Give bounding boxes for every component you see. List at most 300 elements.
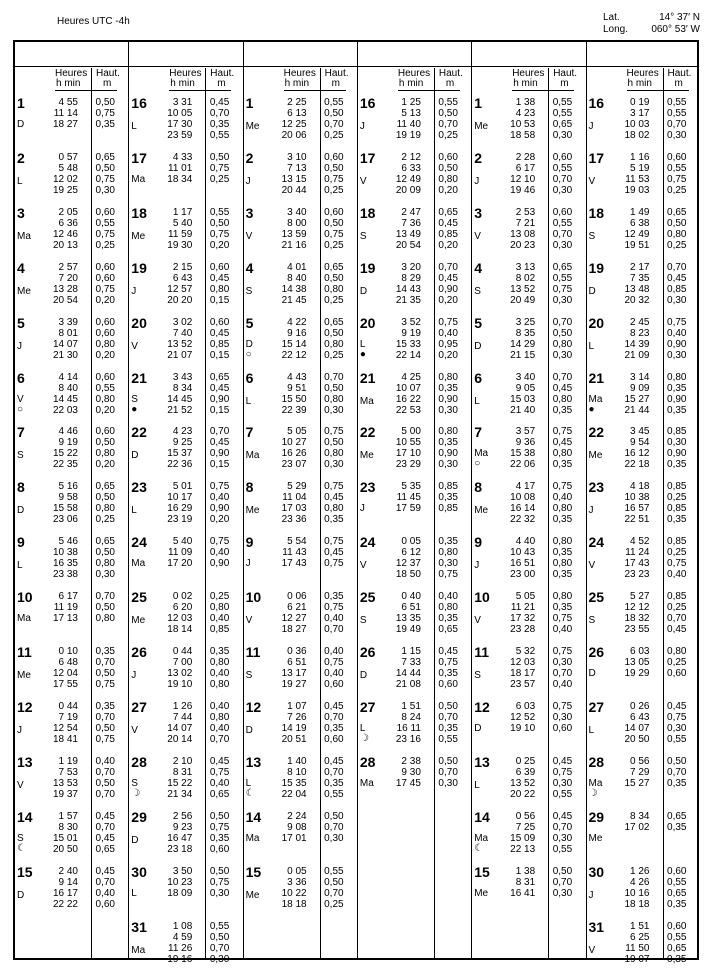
- tide-time: 20 13: [38, 240, 78, 251]
- tide-height: 0,60: [436, 152, 458, 163]
- tide-height: 0,75: [322, 426, 344, 437]
- weekday-label: L: [589, 341, 595, 352]
- tide-height: 0,70: [550, 229, 572, 240]
- weekday-label: D: [131, 450, 138, 461]
- column-header-underline: [512, 90, 574, 91]
- tide-height: 0,55: [322, 866, 344, 877]
- tide-height: 0,80: [665, 372, 687, 383]
- tide-time: 13 49: [381, 229, 421, 240]
- tide-time: 7 26: [267, 712, 307, 723]
- tide-height: 0,35: [665, 405, 687, 416]
- tide-time: 11 59: [152, 229, 192, 240]
- tide-height: 0,30: [93, 569, 115, 580]
- day-number: 25: [131, 589, 147, 605]
- tide-time: 8 40: [267, 273, 307, 284]
- tide-time: 7 36: [381, 218, 421, 229]
- tide-time: 10 27: [267, 437, 307, 448]
- tide-height: 0,80: [550, 339, 572, 350]
- weekday-label: D: [131, 835, 138, 846]
- tide-height: 0,75: [93, 679, 115, 690]
- tide-height: 0,35: [207, 119, 229, 130]
- tide-height: 0,70: [322, 372, 344, 383]
- tide-time: 8 00: [267, 218, 307, 229]
- tide-height: 0,35: [207, 833, 229, 844]
- tide-time: 19 29: [610, 668, 650, 679]
- tide-time: 11 43: [267, 547, 307, 558]
- tide-height: 0,75: [207, 481, 229, 492]
- day-number: 25: [360, 589, 376, 605]
- day-number: 20: [131, 315, 147, 331]
- tide-time: 12 57: [152, 284, 192, 295]
- moon-phase-icon: ○: [17, 405, 23, 415]
- tide-time: 3 57: [495, 426, 535, 437]
- tide-time: 6 48: [38, 657, 78, 668]
- tide-height: 0,30: [436, 778, 458, 789]
- tide-time: 3 25: [495, 317, 535, 328]
- tide-height: 0,55: [665, 877, 687, 888]
- tide-height: 0,70: [93, 877, 115, 888]
- hmin-header: h min: [285, 78, 309, 89]
- day-entry: [360, 424, 472, 479]
- tide-time: 21 15: [495, 350, 535, 361]
- tide-time: 17 43: [267, 558, 307, 569]
- day-number: 30: [589, 864, 605, 880]
- tide-time: 23 38: [38, 569, 78, 580]
- day-entry: [131, 754, 243, 809]
- tide-time: 13 02: [152, 668, 192, 679]
- tide-height: 0,75: [93, 284, 115, 295]
- day-number: 30: [131, 864, 147, 880]
- tide-height: 0,75: [550, 646, 572, 657]
- weekday-label: Me: [246, 505, 260, 516]
- weekday-label: Me: [131, 231, 145, 242]
- haut-header: Haut.: [668, 68, 692, 79]
- tide-time: 17 03: [267, 503, 307, 514]
- tide-time: 19 37: [38, 789, 78, 800]
- weekday-label: V: [589, 176, 596, 187]
- half-month-column: [360, 68, 470, 958]
- weekday-label: J: [360, 503, 365, 514]
- weekday-label: L: [246, 778, 252, 789]
- tide-time: 3 02: [152, 317, 192, 328]
- weekday-label: L: [131, 505, 137, 516]
- weekday-label: Me: [17, 670, 31, 681]
- tide-height: 0,20: [436, 350, 458, 361]
- tide-time: 2 10: [152, 756, 192, 767]
- hmin-header: h min: [628, 78, 652, 89]
- day-entry: [589, 754, 701, 809]
- tide-height: 0,35: [436, 536, 458, 547]
- day-entry: [246, 370, 358, 425]
- moon-phase-icon: ☽: [131, 789, 140, 799]
- tide-time: 23 07: [267, 459, 307, 470]
- tide-time: 5 13: [381, 108, 421, 119]
- tide-height: 0,35: [93, 701, 115, 712]
- tide-time: 12 52: [495, 712, 535, 723]
- day-entry: [360, 315, 472, 370]
- tide-height: 0,55: [550, 844, 572, 855]
- tide-height: 0,70: [322, 822, 344, 833]
- tide-time: 21 45: [267, 295, 307, 306]
- tide-time: 23 28: [495, 624, 535, 635]
- weekday-label: Ma: [131, 558, 145, 569]
- weekday-label: V: [131, 341, 138, 352]
- tide-time: 23 06: [38, 514, 78, 525]
- tide-height: 0,75: [436, 569, 458, 580]
- page-title: Heures UTC -4h: [57, 16, 130, 27]
- haut-header: Haut.: [325, 68, 349, 79]
- tide-time: 0 10: [38, 646, 78, 657]
- tide-height: 0,85: [665, 426, 687, 437]
- weekday-label: S: [131, 394, 138, 405]
- day-entry: [474, 754, 586, 809]
- tide-time: 20 22: [495, 789, 535, 800]
- tide-time: 4 14: [38, 372, 78, 383]
- tide-time: 1 51: [610, 921, 650, 932]
- day-number: 21: [360, 370, 376, 386]
- tide-height: 0,15: [207, 405, 229, 416]
- tide-time: 6 25: [610, 932, 650, 943]
- tide-height: 0,40: [322, 613, 344, 624]
- tide-time: 6 51: [267, 657, 307, 668]
- weekday-label: L: [131, 888, 137, 899]
- tide-time: 8 02: [495, 273, 535, 284]
- weekday-label: D: [589, 668, 596, 679]
- tide-height: 0,80: [322, 394, 344, 405]
- tide-height: 0,55: [550, 273, 572, 284]
- weekday-label: V: [246, 615, 253, 626]
- tide-height: 0,65: [322, 317, 344, 328]
- tide-time: 19 30: [152, 240, 192, 251]
- tide-height: 0,70: [93, 712, 115, 723]
- tide-height: 0,70: [550, 668, 572, 679]
- tide-height: 0,60: [665, 866, 687, 877]
- tide-height: 0,40: [93, 756, 115, 767]
- tide-time: 14 43: [381, 284, 421, 295]
- tide-time: 10 07: [381, 383, 421, 394]
- tide-time: 8 24: [381, 712, 421, 723]
- day-entry: [360, 370, 472, 425]
- tide-time: 16 29: [152, 503, 192, 514]
- tide-height: 0,25: [665, 657, 687, 668]
- tide-time: 12 49: [610, 229, 650, 240]
- day-number: 12: [246, 699, 262, 715]
- half-month-column: [589, 68, 699, 958]
- day-entry: [246, 644, 358, 699]
- tide-height: 0,25: [93, 514, 115, 525]
- day-entry: [246, 699, 358, 754]
- tide-height: 0,35: [322, 514, 344, 525]
- tide-height: 0,30: [665, 130, 687, 141]
- tide-height: 0,40: [665, 569, 687, 580]
- tide-height: 0,60: [93, 207, 115, 218]
- tide-height: 0,35: [665, 822, 687, 833]
- day-entry: [246, 260, 358, 315]
- tide-time: 6 43: [610, 712, 650, 723]
- day-entry: [589, 864, 701, 919]
- tide-time: 18 18: [267, 899, 307, 910]
- weekday-label: J: [17, 341, 22, 352]
- tide-time: 2 28: [495, 152, 535, 163]
- tide-time: 17 45: [381, 778, 421, 789]
- tide-height: 0,25: [207, 591, 229, 602]
- tide-height: 0,60: [550, 152, 572, 163]
- tide-time: 5 00: [381, 426, 421, 437]
- tide-time: 18 17: [495, 668, 535, 679]
- tide-time: 12 12: [610, 602, 650, 613]
- tide-height: 0,55: [550, 789, 572, 800]
- day-entry: [474, 424, 586, 479]
- tide-time: 13 52: [495, 284, 535, 295]
- tide-time: 5 40: [152, 536, 192, 547]
- tide-time: 2 56: [152, 811, 192, 822]
- tide-time: 19 19: [381, 130, 421, 141]
- tide-time: 1 16: [610, 152, 650, 163]
- weekday-label: J: [131, 670, 136, 681]
- weekday-label: S: [246, 286, 253, 297]
- tide-time: 17 59: [381, 503, 421, 514]
- tide-height: 0,80: [207, 712, 229, 723]
- weekday-label: V: [360, 560, 367, 571]
- tide-height: 0,90: [665, 339, 687, 350]
- moon-phase-icon: ☽: [360, 734, 369, 744]
- tide-time: 0 56: [610, 756, 650, 767]
- tide-height: 0,15: [207, 459, 229, 470]
- day-entry: [474, 260, 586, 315]
- tide-time: 0 44: [152, 646, 192, 657]
- tide-time: 12 10: [495, 174, 535, 185]
- tide-height: 0,85: [665, 284, 687, 295]
- moon-phase-icon: ☽: [589, 789, 598, 799]
- haut-header: Haut.: [96, 68, 120, 79]
- tide-height: 0,75: [93, 229, 115, 240]
- tide-time: 0 57: [38, 152, 78, 163]
- tide-time: 23 19: [152, 514, 192, 525]
- day-number: 12: [474, 699, 490, 715]
- tide-time: 4 55: [38, 97, 78, 108]
- day-entry: [131, 95, 243, 150]
- day-number: 16: [131, 95, 147, 111]
- weekday-label: D: [474, 341, 481, 352]
- tide-height: 0,85: [665, 536, 687, 547]
- day-number: 28: [360, 754, 376, 770]
- day-entry: [131, 864, 243, 919]
- tide-time: 9 23: [152, 822, 192, 833]
- tide-time: 6 20: [152, 602, 192, 613]
- tide-height: 0,35: [665, 514, 687, 525]
- tide-height: 0,55: [436, 734, 458, 745]
- tide-height: 0,55: [550, 108, 572, 119]
- day-entry: [17, 260, 129, 315]
- tide-height: 0,75: [93, 174, 115, 185]
- tide-height: 0,55: [550, 163, 572, 174]
- weekday-label: Me: [17, 286, 31, 297]
- longitude-label: Long.: [603, 24, 628, 35]
- tide-height: 0,35: [436, 437, 458, 448]
- day-entry: [17, 589, 129, 644]
- tide-time: 14 07: [610, 723, 650, 734]
- tide-time: 0 06: [267, 591, 307, 602]
- tide-height: 0,35: [665, 383, 687, 394]
- tide-time: 15 01: [38, 833, 78, 844]
- tide-height: 0,50: [322, 437, 344, 448]
- tide-height: 0,65: [550, 262, 572, 273]
- tide-time: 22 03: [38, 405, 78, 416]
- tide-height: 0,40: [207, 492, 229, 503]
- tide-height: 0,80: [207, 284, 229, 295]
- day-number: 18: [131, 205, 147, 221]
- tide-time: 19 16: [152, 954, 192, 965]
- day-entry: [360, 754, 472, 809]
- tide-time: 10 17: [152, 492, 192, 503]
- day-entry: [246, 95, 358, 150]
- tide-time: 16 14: [495, 503, 535, 514]
- tide-time: 6 38: [610, 218, 650, 229]
- tide-height: 0,40: [665, 328, 687, 339]
- tide-height: 0,80: [550, 591, 572, 602]
- tide-time: 2 38: [381, 756, 421, 767]
- tide-time: 17 10: [381, 448, 421, 459]
- tide-time: 14 44: [381, 668, 421, 679]
- tide-height: 0,40: [207, 613, 229, 624]
- tide-height: 0,20: [207, 240, 229, 251]
- day-entry: [360, 260, 472, 315]
- tide-time: 17 55: [38, 679, 78, 690]
- tide-height: 0,70: [665, 262, 687, 273]
- day-number: 1: [17, 95, 25, 111]
- tide-height: 0,55: [322, 97, 344, 108]
- day-entry: [246, 315, 358, 370]
- tide-time: 23 23: [610, 569, 650, 580]
- tide-time: 10 16: [610, 888, 650, 899]
- tide-height: 0,50: [93, 602, 115, 613]
- day-entry: [131, 150, 243, 205]
- weekday-label: Me: [246, 890, 260, 901]
- half-month-column: [131, 68, 241, 958]
- hmin-header: h min: [513, 78, 537, 89]
- day-entry: [360, 699, 472, 754]
- tide-time: 13 08: [495, 229, 535, 240]
- tide-time: 14 19: [267, 723, 307, 734]
- day-entry: [131, 919, 243, 973]
- day-entry: [17, 479, 129, 534]
- tide-time: 20 54: [381, 240, 421, 251]
- tide-height: 0,50: [322, 218, 344, 229]
- tide-height: 0,80: [93, 613, 115, 624]
- tide-height: 0,75: [550, 613, 572, 624]
- tide-time: 19 49: [381, 624, 421, 635]
- day-number: 9: [246, 534, 254, 550]
- day-entry: [474, 150, 586, 205]
- tide-height: 0,30: [322, 405, 344, 416]
- tide-time: 1 26: [610, 866, 650, 877]
- tide-height: 0,50: [93, 547, 115, 558]
- tide-height: 0,75: [207, 767, 229, 778]
- weekday-label: Me: [131, 615, 145, 626]
- tide-height: 0,75: [550, 481, 572, 492]
- tide-height: 0,50: [93, 97, 115, 108]
- moon-phase-icon: ●: [589, 405, 595, 415]
- day-number: 11: [17, 644, 32, 660]
- tide-time: 21 40: [495, 405, 535, 416]
- tide-height: 0,80: [322, 284, 344, 295]
- tide-height: 0,60: [207, 317, 229, 328]
- tide-height: 0,35: [550, 569, 572, 580]
- tide-height: 0,75: [93, 734, 115, 745]
- tide-height: 0,80: [436, 602, 458, 613]
- tide-height: 0,80: [436, 372, 458, 383]
- weekday-label: L: [17, 176, 23, 187]
- tide-height: 0,70: [93, 657, 115, 668]
- tide-height: 0,80: [550, 558, 572, 569]
- tide-time: 20 50: [38, 844, 78, 855]
- tide-height: 0,70: [550, 174, 572, 185]
- tide-height: 0,20: [436, 295, 458, 306]
- weekday-label: J: [474, 176, 479, 187]
- tide-height: 0,30: [665, 295, 687, 306]
- tide-time: 23 29: [381, 459, 421, 470]
- day-number: 11: [246, 644, 261, 660]
- tide-time: 15 22: [152, 778, 192, 789]
- day-entry: [474, 699, 586, 754]
- tide-time: 7 00: [152, 657, 192, 668]
- day-entry: [246, 809, 358, 864]
- tide-time: 18 09: [152, 888, 192, 899]
- day-entry: [474, 534, 586, 589]
- tide-time: 2 40: [38, 866, 78, 877]
- tide-height: 0,35: [550, 602, 572, 613]
- tide-height: 0,75: [207, 229, 229, 240]
- half-month-column: [246, 68, 356, 958]
- tide-time: 2 05: [38, 207, 78, 218]
- tide-time: 6 03: [610, 646, 650, 657]
- tide-time: 14 45: [38, 394, 78, 405]
- weekday-label: V: [589, 945, 596, 956]
- latitude-label: Lat.: [603, 12, 620, 23]
- tide-height: 0,50: [93, 778, 115, 789]
- tide-height: 0,15: [207, 295, 229, 306]
- tide-time: 8 10: [267, 767, 307, 778]
- weekday-label: D: [17, 505, 24, 516]
- tide-height: 0,65: [665, 207, 687, 218]
- tide-height: 0,60: [322, 734, 344, 745]
- day-number: 4: [17, 260, 25, 276]
- tide-table: [13, 40, 699, 960]
- tide-time: 20 54: [38, 295, 78, 306]
- tide-height: 0,55: [207, 207, 229, 218]
- tide-time: 22 32: [495, 514, 535, 525]
- tide-height: 0,20: [436, 240, 458, 251]
- tide-height: 0,35: [665, 899, 687, 910]
- tide-time: 18 34: [152, 174, 192, 185]
- heures-header: Heures: [55, 68, 87, 79]
- day-number: 26: [131, 644, 147, 660]
- tide-height: 0,35: [550, 405, 572, 416]
- tide-time: 18 18: [610, 899, 650, 910]
- tide-time: 18 27: [38, 119, 78, 130]
- tide-time: 3 40: [267, 207, 307, 218]
- weekday-label: Ma: [589, 394, 603, 405]
- tide-height: 0,30: [665, 723, 687, 734]
- tide-time: 3 13: [495, 262, 535, 273]
- tide-height: 0,35: [436, 383, 458, 394]
- tide-height: 0,45: [322, 701, 344, 712]
- tide-time: 7 20: [38, 273, 78, 284]
- tide-height: 0,85: [207, 339, 229, 350]
- tide-height: 0,75: [322, 602, 344, 613]
- tide-time: 6 17: [495, 163, 535, 174]
- day-number: 23: [589, 479, 605, 495]
